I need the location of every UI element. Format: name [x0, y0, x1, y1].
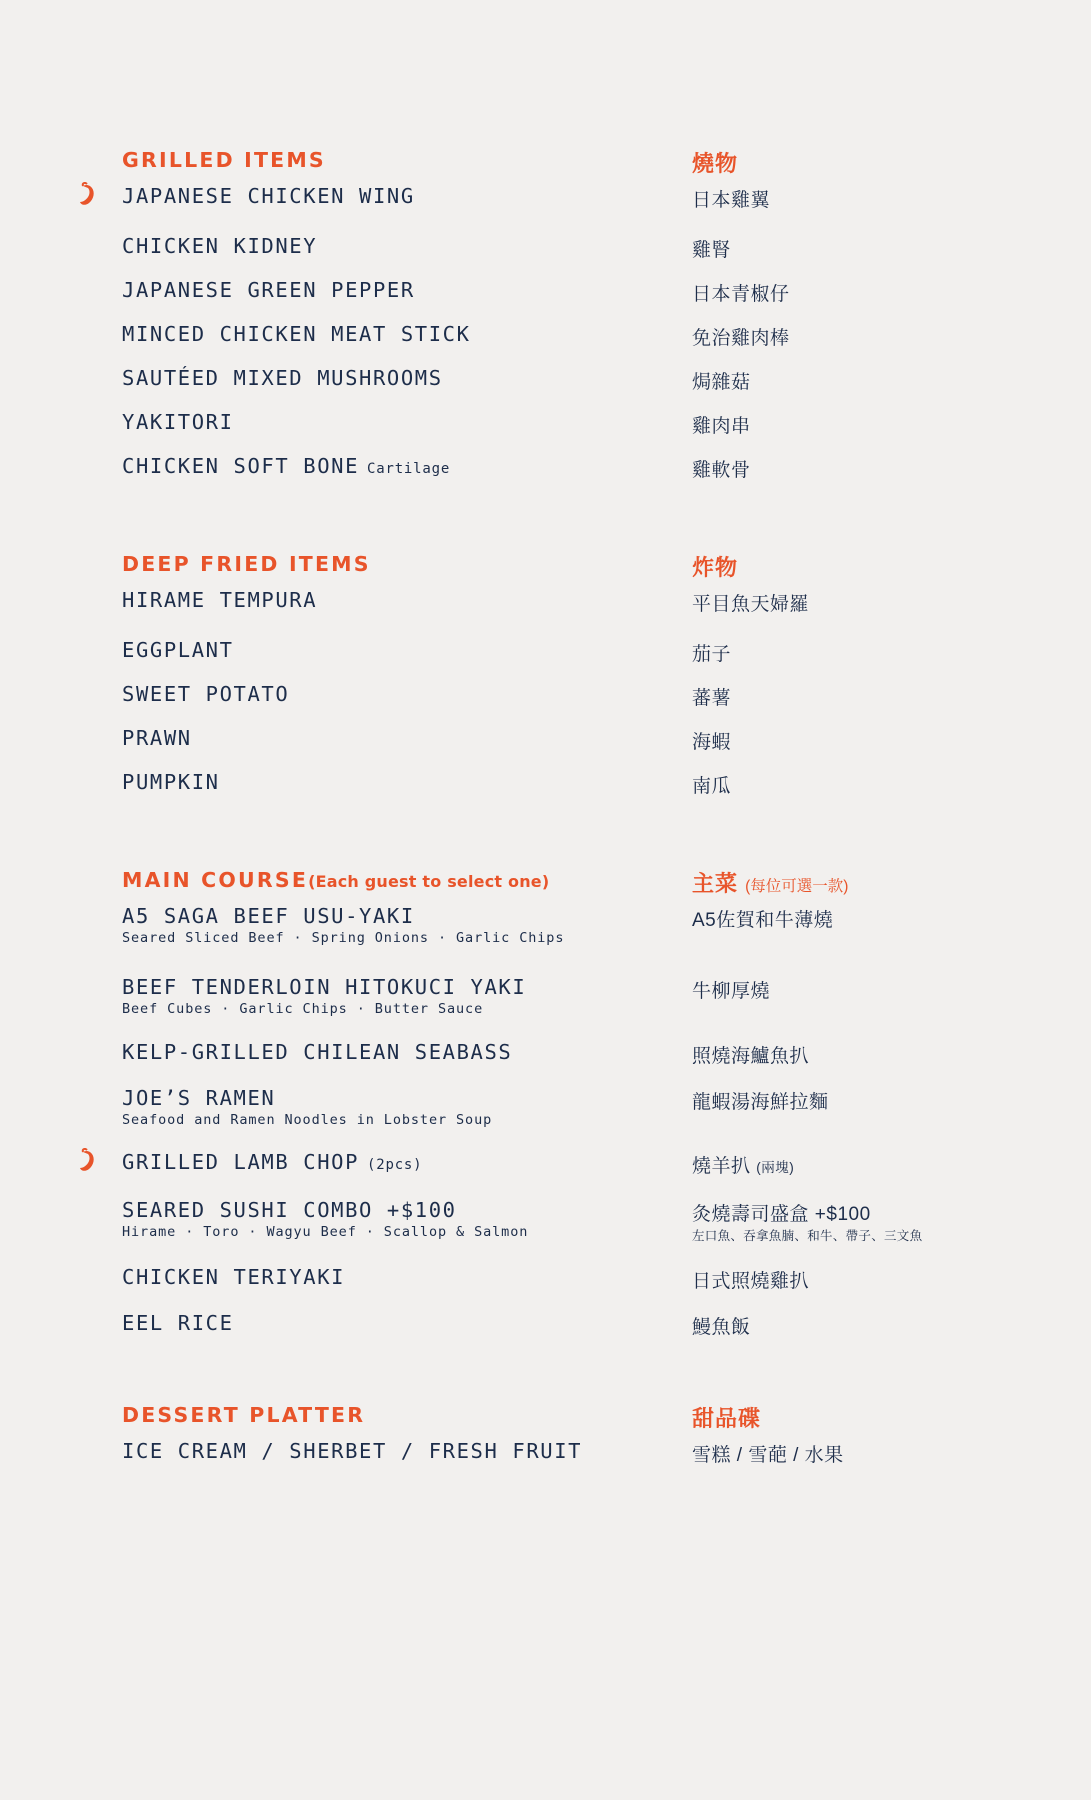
menu-item-row: [122, 904, 1002, 970]
menu-item-zh: 茄子: [692, 644, 732, 665]
menu-item-zh: 海蝦: [692, 732, 732, 753]
menu-item-zh: 牛柳厚燒: [692, 981, 771, 1002]
menu-section-grilled-items: [122, 148, 1002, 498]
menu-item-row: [122, 278, 1002, 317]
menu-item-en: EEL RICE: [122, 1311, 234, 1335]
section-title-en-sub: (Each guest to select one): [308, 872, 550, 891]
menu-item-en: MINCED CHICKEN MEAT STICK: [122, 322, 471, 346]
menu-item-en: SAUTÉED MIXED MUSHROOMS: [122, 366, 443, 390]
menu-item-row: [122, 1265, 1002, 1306]
menu-item-row: [122, 410, 1002, 449]
menu-item-en: A5 SAGA BEEF USU-YAKI: [122, 904, 415, 928]
menu-item-zh-description: 左口魚、吞拿魚腩、和牛、帶子、三文魚: [692, 1229, 923, 1243]
menu-item-row: [122, 638, 1002, 677]
menu-item-zh: 平目魚天婦羅: [692, 594, 810, 615]
menu-item-row: [122, 1311, 1002, 1352]
menu-item-zh: 雪糕 / 雪葩 / 水果: [692, 1445, 844, 1466]
section-title-zh: 甜品碟: [692, 1406, 762, 1431]
section-title-en: GRILLED ITEMS: [122, 148, 326, 172]
section-title-en: DEEP FRIED ITEMS: [122, 552, 371, 576]
menu-item-zh: 雞肉串: [692, 416, 751, 437]
section-title-zh: 燒物: [692, 151, 739, 176]
menu-section-main-course: [122, 868, 1002, 1357]
menu-item-en: CHICKEN SOFT BONE Cartilage: [122, 454, 451, 478]
menu-item-zh: 焗雜菇: [692, 372, 751, 393]
menu-item-zh: 南瓜: [692, 776, 732, 797]
menu-item-en: JAPANESE GREEN PEPPER: [122, 278, 415, 302]
menu-item-description: Seared Sliced Beef · Spring Onions · Garlic Chips: [122, 930, 565, 946]
menu-item-zh: 鰻魚飯: [692, 1317, 751, 1338]
menu-item-row: [122, 454, 1002, 493]
menu-item-zh: A5佐賀和牛薄燒: [692, 910, 834, 931]
menu-item-zh: 雞軟骨: [692, 460, 751, 481]
menu-item-en: JAPANESE CHICKEN WING: [122, 184, 415, 208]
chili-pepper-icon: [77, 1148, 99, 1174]
section-header: [122, 148, 1002, 184]
section-title-en: DESSERT PLATTER: [122, 1403, 366, 1427]
menu-item-description: Beef Cubes · Garlic Chips · Butter Sauce: [122, 1001, 484, 1017]
menu-item-row: [122, 1198, 1002, 1260]
section-header: [122, 1403, 1002, 1439]
menu-item-zh: 灸燒壽司盛盒 +$100: [692, 1204, 871, 1225]
menu-item-zh: 雞腎: [692, 240, 732, 261]
section-header: [122, 552, 1002, 588]
menu-item-row: [122, 726, 1002, 765]
section-title-zh: 主菜 (每位可選一款): [692, 871, 849, 896]
menu-item-en: BEEF TENDERLOIN HITOKUCI YAKI: [122, 975, 527, 999]
menu-item-row: [122, 322, 1002, 361]
menu-item-description: Hirame · Toro · Wagyu Beef · Scallop & Salmon: [122, 1224, 529, 1240]
menu-item-en: GRILLED LAMB CHOP (2pcs): [122, 1150, 423, 1174]
chili-pepper-icon: [77, 182, 99, 208]
menu-item-zh: 日本雞翼: [692, 190, 771, 211]
menu-item-row: [122, 1150, 1002, 1193]
menu-item-row: [122, 1086, 1002, 1145]
menu-item-en: SEARED SUSHI COMBO +$100: [122, 1198, 457, 1222]
menu-item-zh: 日式照燒雞扒: [692, 1271, 810, 1292]
section-title-zh: 炸物: [692, 555, 739, 580]
menu-item-en: PUMPKIN: [122, 770, 220, 794]
menu-item-en: JOE’S RAMEN: [122, 1086, 276, 1110]
menu-item-description: Seafood and Ramen Noodles in Lobster Soup: [122, 1112, 493, 1128]
menu-item-en: CHICKEN TERIYAKI: [122, 1265, 346, 1289]
menu-item-zh-note: (兩塊): [756, 1160, 795, 1175]
menu-item-zh: 免治雞肉棒: [692, 328, 790, 349]
menu-item-note: Cartilage: [367, 461, 451, 477]
menu-item-row: [122, 770, 1002, 809]
menu-item-zh: 龍蝦湯海鮮拉麵: [692, 1092, 829, 1113]
menu-item-en: YAKITORI: [122, 410, 234, 434]
menu-item-en: ICE CREAM / SHERBET / FRESH FRUIT: [122, 1439, 583, 1463]
menu-item-row: [122, 234, 1002, 273]
section-title-en: MAIN COURSE(Each guest to select one): [122, 868, 550, 892]
menu-item-row: [122, 682, 1002, 721]
menu-item-en: CHICKEN KIDNEY: [122, 234, 318, 258]
menu-item-zh: 照燒海鱸魚扒: [692, 1046, 810, 1067]
menu-section-deep-fried-items: [122, 552, 1002, 814]
menu-item-row: [122, 184, 1002, 229]
menu-item-row: [122, 1040, 1002, 1081]
menu-item-en: PRAWN: [122, 726, 192, 750]
menu-item-zh: 燒羊扒 (兩塊): [692, 1156, 795, 1177]
menu-item-row: [122, 588, 1002, 633]
menu-item-row: [122, 975, 1002, 1035]
section-header: [122, 868, 1002, 904]
menu-item-en: KELP-GRILLED CHILEAN SEABASS: [122, 1040, 513, 1064]
menu-item-en: SWEET POTATO: [122, 682, 290, 706]
menu-item-en: EGGPLANT: [122, 638, 234, 662]
menu-item-zh: 日本青椒仔: [692, 284, 790, 305]
menu-item-note: (2pcs): [367, 1157, 423, 1173]
menu-item-en: HIRAME TEMPURA: [122, 588, 318, 612]
menu-item-row: [122, 366, 1002, 405]
menu-section-dessert-platter: [122, 1403, 1002, 1489]
menu-item-row: [122, 1439, 1002, 1484]
menu-item-zh: 蕃薯: [692, 688, 732, 709]
section-title-zh-sub: (每位可選一款): [745, 878, 849, 895]
